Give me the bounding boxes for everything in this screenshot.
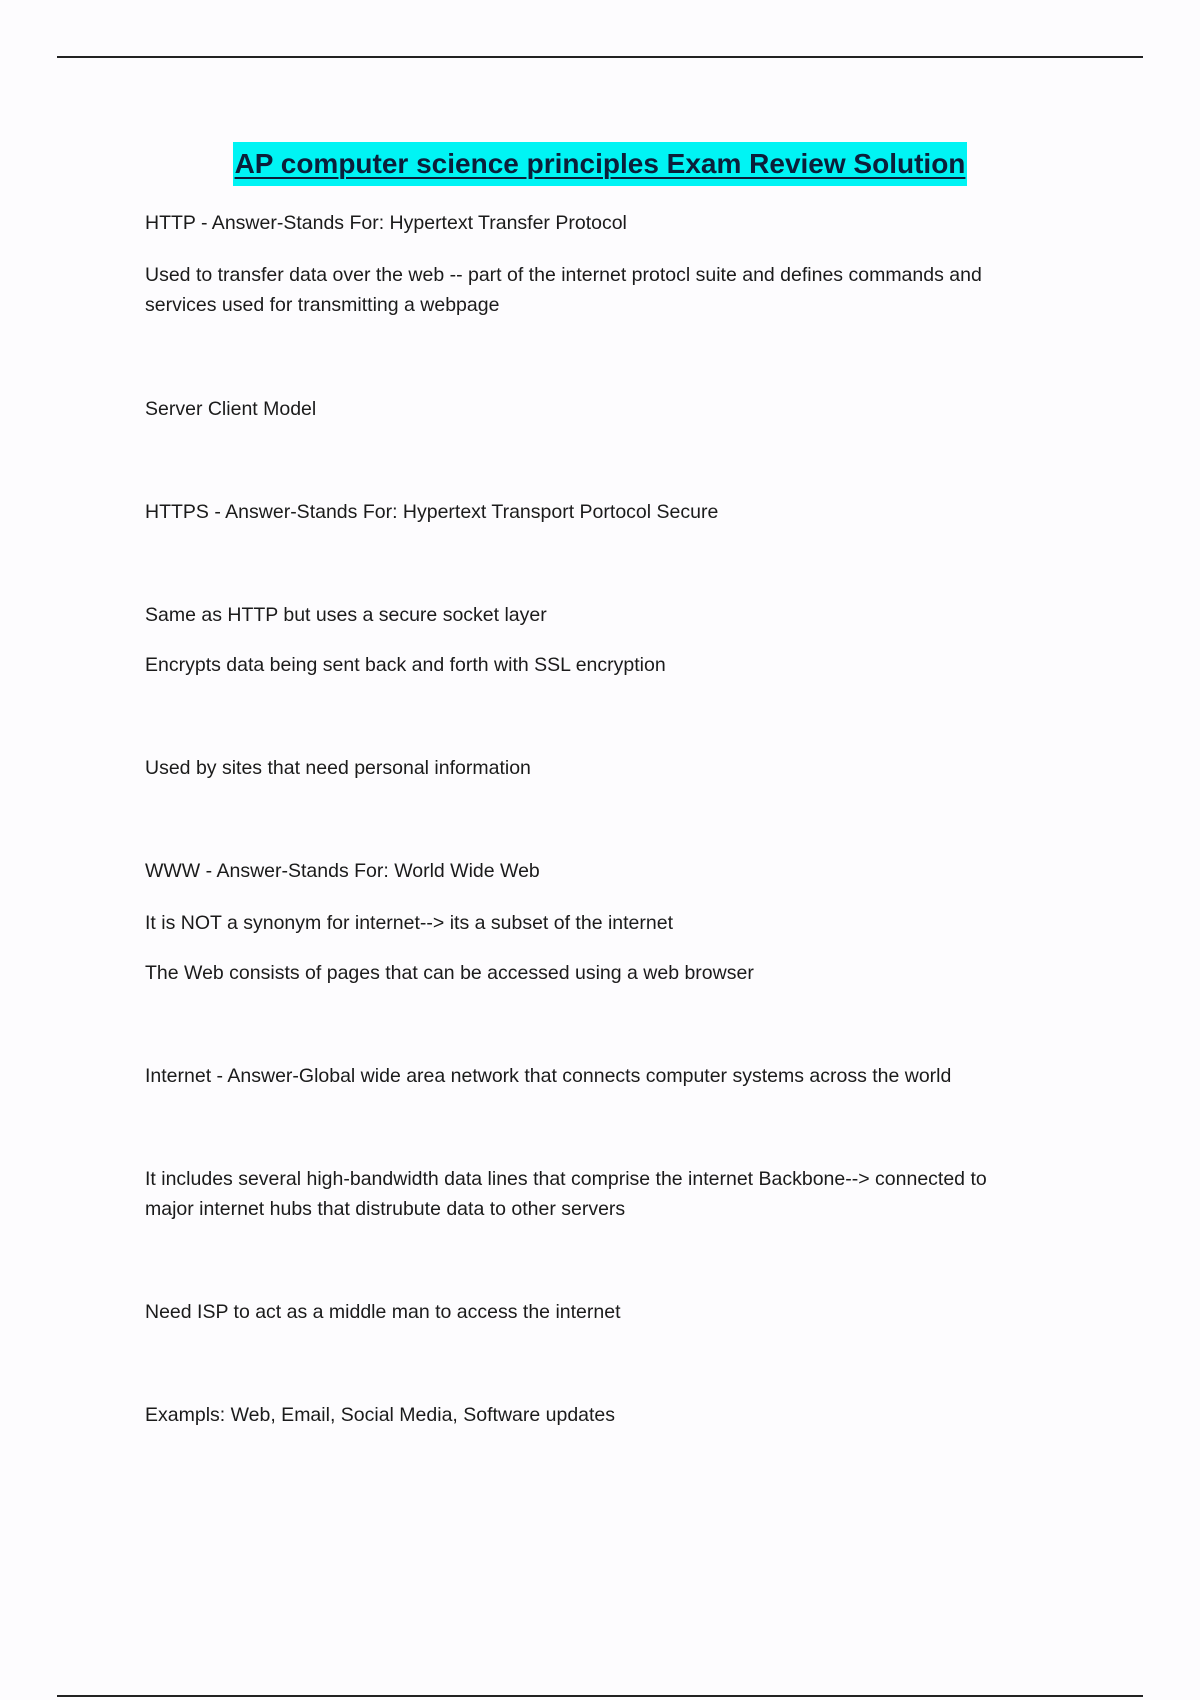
document-title: AP computer science principles Exam Review Solution	[233, 142, 968, 186]
line-https-ssl: Same as HTTP but uses a secure socket layer	[145, 604, 547, 626]
bottom-rule	[57, 1695, 1143, 1697]
line-internet-backbone-2: major internet hubs that distrubute data to other servers	[145, 1198, 626, 1220]
line-https: HTTPS - Answer-Stands For: Hypertext Transport Portocol Secure	[145, 501, 719, 523]
line-internet-isp: Need ISP to act as a middle man to access the internet	[145, 1301, 621, 1323]
title-container	[0, 142, 1200, 186]
line-https-sites: Used by sites that need personal information	[145, 757, 531, 779]
line-www-pages: The Web consists of pages that can be accessed using a web browser	[145, 962, 754, 984]
line-server-client: Server Client Model	[145, 398, 317, 420]
line-www-not-synonym: It is NOT a synonym for internet--> its a subset of the internet	[145, 912, 673, 934]
line-http-desc-2: services used for transmitting a webpage	[145, 294, 500, 316]
line-https-encrypts: Encrypts data being sent back and forth with SSL encryption	[145, 654, 666, 676]
line-http: HTTP - Answer-Stands For: Hypertext Transfer Protocol	[145, 212, 627, 234]
line-internet: Internet - Answer-Global wide area network that connects computer systems across the world	[145, 1065, 952, 1087]
line-www: WWW - Answer-Stands For: World Wide Web	[145, 860, 540, 882]
line-internet-backbone-1: It includes several high-bandwidth data lines that comprise the internet Backbone--> connected to	[145, 1168, 987, 1190]
top-rule	[57, 56, 1143, 58]
line-http-desc-1: Used to transfer data over the web -- part of the internet protocl suite and defines commands and	[145, 264, 982, 286]
line-internet-examples: Exampls: Web, Email, Social Media, Software updates	[145, 1404, 616, 1426]
